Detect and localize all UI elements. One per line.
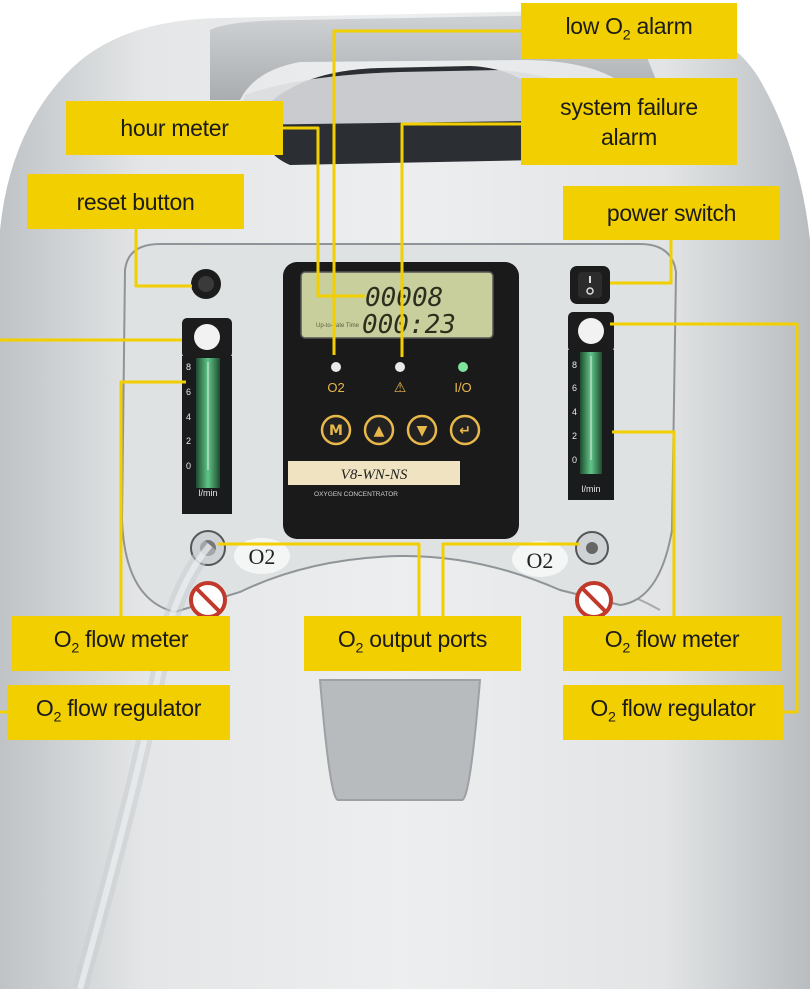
label-o2-flow-regulator-left: $O_2$ flow regulator: [7, 685, 230, 740]
right-scale-4: 4: [572, 407, 578, 417]
label-low-o2-alarm: low $O_2$ alarm: [521, 3, 737, 59]
right-output-port[interactable]: [576, 532, 608, 564]
label-reset-button: reset button: [27, 174, 244, 229]
right-scale-6: 6: [572, 383, 578, 393]
model-subtitle: OXYGEN CONCENTRATOR: [314, 491, 398, 498]
time-readout: 000:23: [362, 310, 456, 340]
label-o2-flow-meter-left: $O_2$ flow meter: [12, 616, 230, 671]
hour-meter-readout: 00008: [365, 283, 444, 313]
o2-indicator-label: O2: [327, 380, 345, 395]
left-scale-0: 0: [186, 461, 192, 471]
up-key-icon: ▲: [373, 423, 385, 439]
right-port-label: O2: [526, 548, 554, 573]
power-indicator-label: I/O: [454, 380, 472, 395]
menu-key-label: M: [329, 423, 343, 439]
display-caption: Up-to-date Time: [316, 323, 360, 329]
no-smoking-icon-left: [191, 583, 225, 617]
label-o2-flow-meter-right: $O_2$ flow meter: [563, 616, 781, 671]
right-flow-meter: [568, 312, 614, 500]
label-o2-output-ports: $O_2$ output ports: [304, 616, 521, 671]
low-o2-alarm-led: [331, 362, 341, 372]
right-flow-unit: l/min: [581, 484, 601, 494]
left-flow-meter: [182, 318, 232, 514]
left-scale-4: 4: [186, 412, 192, 422]
label-hour-meter: hour meter: [66, 101, 283, 155]
lower-recess: [320, 680, 480, 800]
failure-indicator-icon: ⚠: [393, 380, 407, 396]
right-scale-0: 0: [572, 455, 578, 465]
reset-button[interactable]: [191, 269, 221, 299]
right-scale-2: 2: [572, 431, 578, 441]
label-power-switch: power switch: [563, 186, 780, 240]
power-switch[interactable]: [570, 266, 610, 304]
left-scale-6: 6: [186, 387, 192, 397]
model-name: V8-WN-NS: [340, 467, 408, 483]
system-failure-alarm-led: [395, 362, 405, 372]
left-scale-8: 8: [186, 362, 192, 372]
left-flow-unit: l/min: [198, 488, 218, 498]
power-indicator-led: [458, 362, 468, 372]
right-flow-regulator-knob[interactable]: [578, 318, 604, 344]
right-scale-8: 8: [572, 360, 578, 370]
left-scale-2: 2: [186, 436, 192, 446]
enter-key-icon: ↵: [459, 423, 471, 439]
label-system-failure-alarm: system failure alarm: [521, 78, 737, 165]
label-o2-flow-regulator-right: $O_2$ flow regulator: [563, 685, 783, 740]
left-port-label: O2: [248, 544, 276, 569]
left-flow-regulator-knob[interactable]: [194, 324, 220, 350]
down-key-icon: ▼: [416, 423, 428, 439]
no-smoking-icon-right: [577, 583, 611, 617]
